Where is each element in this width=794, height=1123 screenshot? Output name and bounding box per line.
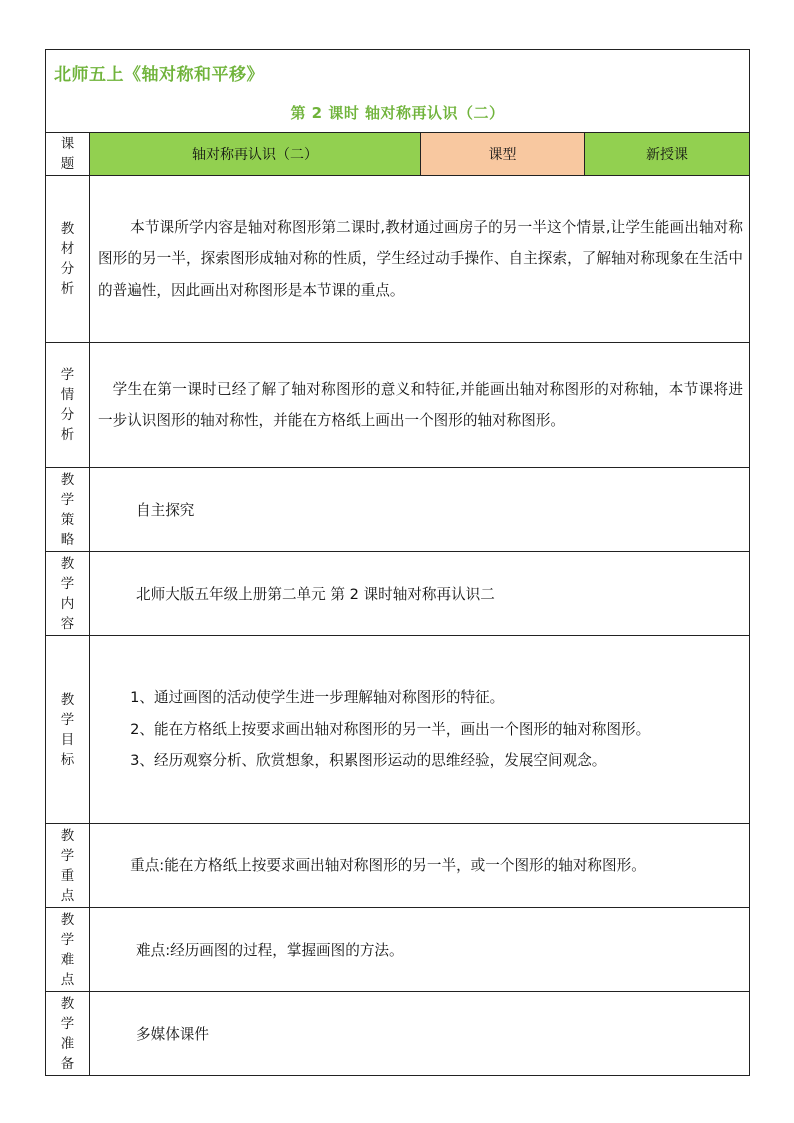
label-char: 学	[60, 711, 75, 728]
students-text: 学生在第一课时已经了解了轴对称图形的意义和特征,并能画出轴对称图形的对称轴，本节课将进一步认识图形的轴对称性，并能在方格纸上画出一个图形的轴对称图形。	[98, 380, 743, 429]
label-char: 教	[60, 471, 75, 488]
label-char: 学	[60, 1015, 75, 1032]
goal-item: 3、经历观察分析、欣赏想象，积累图形运动的思维经验，发展空间观念。	[130, 752, 607, 770]
key-points-text: 重点:能在方格纸上按要求画出轴对称图形的另一半，或一个图形的轴对称图形。	[130, 856, 646, 874]
topic-label	[46, 133, 90, 176]
label-char: 分	[60, 261, 75, 277]
label-char: 教	[60, 691, 75, 708]
type-label: 课型	[421, 133, 585, 176]
label-char: 教	[60, 827, 75, 844]
label-char: 学	[60, 491, 75, 508]
key-points-row	[46, 824, 750, 908]
label-char: 目	[60, 731, 75, 748]
label-char: 策	[60, 511, 75, 528]
label-char: 教	[60, 221, 75, 237]
topic-value: 轴对称再认识（二）	[90, 133, 421, 176]
label-char: 析	[60, 281, 75, 297]
strategy-row	[46, 468, 750, 552]
preparation-text: 多媒体课件	[90, 992, 750, 1076]
label-char: 分	[60, 407, 75, 423]
content-label	[46, 552, 90, 636]
type-value: 新授课	[585, 133, 750, 176]
label-char: 材	[60, 241, 75, 257]
label-char: 点	[60, 971, 75, 988]
preparation-label	[46, 992, 90, 1076]
label-char: 教	[60, 995, 75, 1012]
difficulties-label	[46, 908, 90, 992]
label-char: 内	[60, 595, 75, 612]
goal-item: 2、能在方格纸上按要求画出轴对称图形的另一半，画出一个图形的轴对称图形。	[130, 720, 651, 738]
goal-item: 1、通过画图的活动使学生进一步理解轴对称图形的特征。	[130, 689, 505, 707]
key-points-label	[46, 824, 90, 908]
difficulties-row	[46, 908, 750, 992]
students-label	[46, 343, 90, 468]
difficulties-text: 难点:经历画图的过程，掌握画图的方法。	[90, 908, 750, 992]
students-row	[46, 343, 750, 468]
goals-cell	[90, 636, 750, 824]
preparation-row	[46, 992, 750, 1076]
label-char: 标	[60, 751, 75, 768]
strategy-label	[46, 468, 90, 552]
material-label	[46, 176, 90, 343]
label-char: 学	[60, 847, 75, 864]
strategy-text: 自主探究	[90, 468, 750, 552]
label-char: 容	[60, 615, 75, 632]
content-row	[46, 552, 750, 636]
material-cell	[90, 176, 750, 343]
label-char: 题	[60, 156, 75, 172]
lesson-plan-sheet	[45, 49, 749, 1076]
label-char: 学	[60, 931, 75, 948]
goals-label	[46, 636, 90, 824]
label-char: 教	[60, 555, 75, 572]
header-cell	[46, 50, 750, 133]
header-row	[46, 50, 750, 133]
label-char: 教	[60, 911, 75, 928]
goals-row	[46, 636, 750, 824]
key-points-cell	[90, 824, 750, 908]
label-char: 学	[60, 367, 75, 383]
label-char: 学	[60, 575, 75, 592]
label-char: 略	[60, 531, 75, 548]
label-char: 课	[60, 136, 75, 152]
label-char: 重	[60, 867, 75, 884]
lesson-plan-table	[45, 49, 750, 1076]
label-char: 准	[60, 1035, 75, 1052]
series-title: 北师五上《轴对称和平移》	[54, 65, 264, 85]
topic-row	[46, 133, 750, 176]
students-cell	[90, 343, 750, 468]
material-row	[46, 176, 750, 343]
label-char: 难	[60, 951, 75, 968]
lesson-title: 第 2 课时 轴对称再认识（二）	[290, 104, 505, 122]
label-char: 情	[60, 387, 75, 403]
label-char: 点	[60, 887, 75, 904]
content-text: 北师大版五年级上册第二单元 第 2 课时轴对称再认识二	[90, 552, 750, 636]
label-char: 备	[60, 1055, 75, 1072]
material-text: 本节课所学内容是轴对称图形第二课时,教材通过画房子的另一半这个情景,让学生能画出轴对称图形的另一半，探索图形成轴对称的性质，学生经过动手操作、自主探索，了解轴对称现象在生活中的普遍性，因此画出对称图形是本节课的重点。	[98, 218, 743, 299]
label-char: 析	[60, 427, 75, 443]
